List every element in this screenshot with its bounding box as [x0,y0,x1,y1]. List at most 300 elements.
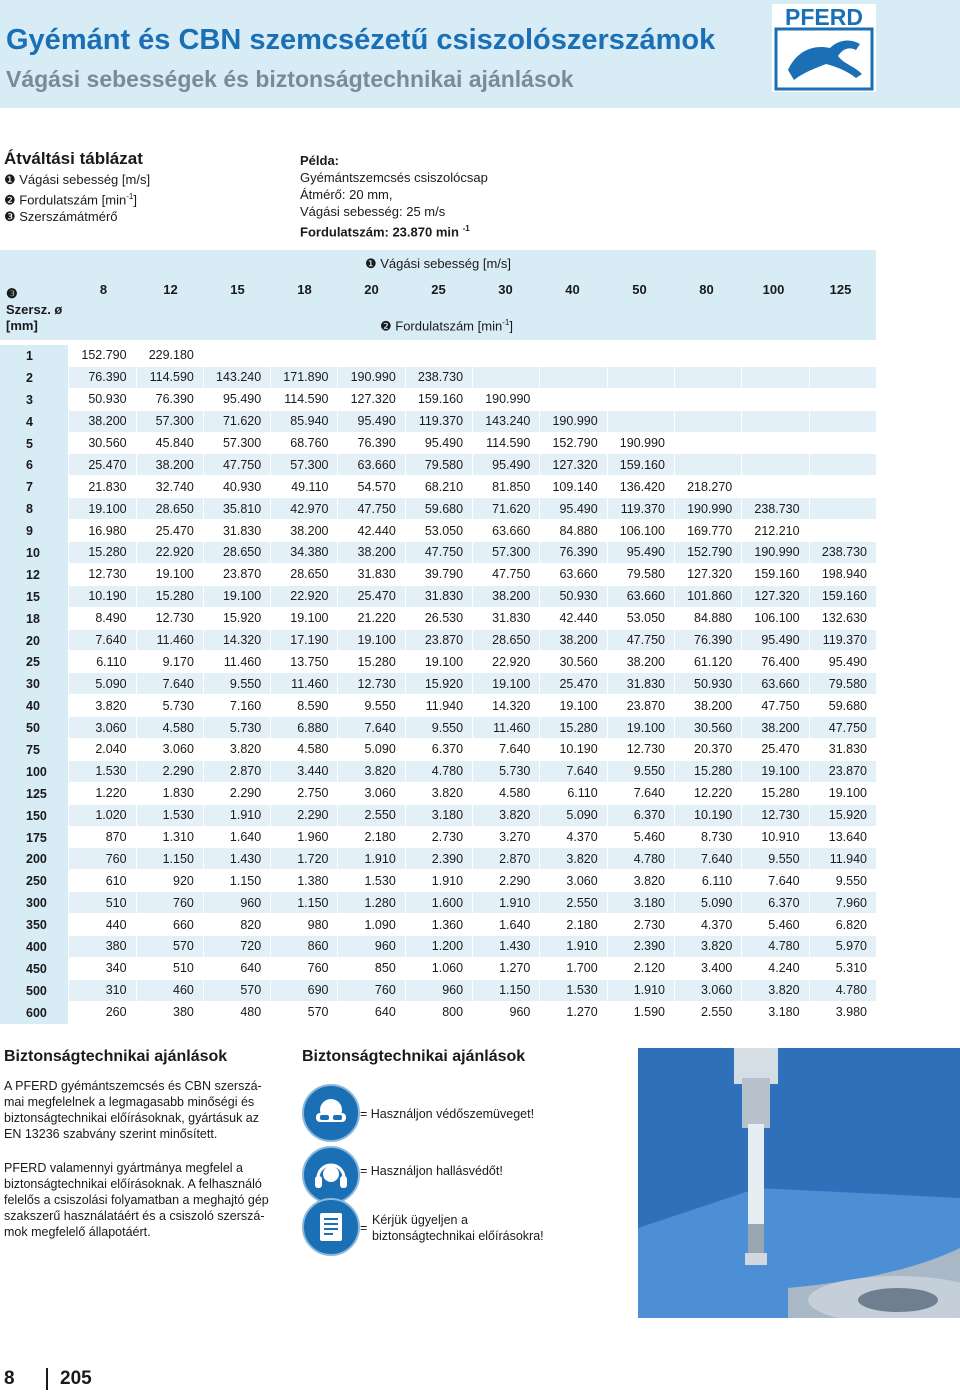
speed-column-header: 100 [762,282,785,297]
rpm-cell: 152.790 [674,542,741,564]
table-row [0,389,876,411]
rpm-cell: 920 [136,870,203,892]
rpm-cell: 30.560 [68,433,135,455]
rpm-cell: 38.200 [539,630,606,652]
conversion-legend [4,150,150,225]
rpm-cell: 13.640 [809,827,876,849]
table-row [0,980,876,1002]
speed-column-header: 8 [99,282,108,297]
rpm-cell: 95.490 [809,651,876,673]
rpm-cell: 2.730 [607,914,674,936]
rpm-cell: 4.780 [809,980,876,1002]
rpm-cell: 3.060 [68,717,135,739]
rpm-cell: 57.300 [136,411,203,433]
rpm-cell: 7.640 [607,783,674,805]
rpm-cell: 19.100 [136,564,203,586]
rpm-cell: 310 [68,980,135,1002]
rpm-cell: 63.660 [337,454,404,476]
rpm-cell: 152.790 [539,433,606,455]
rpm-cell: 1.530 [68,761,135,783]
rpm-cell: 960 [203,892,270,914]
rpm-cell: 1.530 [539,980,606,1002]
rpm-cell: 190.990 [674,498,741,520]
speed-axis-label: ❶ Vágási sebesség [m/s] [364,256,512,271]
safety-heading-left: Biztonságtechnikai ajánlások [4,1048,228,1065]
rpm-cell: 9.550 [809,870,876,892]
rpm-cell: 6.110 [68,651,135,673]
goggles-icon [302,1084,360,1142]
rpm-cell [741,411,808,433]
diameter-cell: 150 [0,805,68,827]
rpm-cell [607,411,674,433]
rpm-cell: 84.880 [539,520,606,542]
rpm-cell: 1.220 [68,783,135,805]
diameter-cell: 20 [0,630,68,652]
table-row [0,936,876,958]
rpm-cell: 6.370 [607,805,674,827]
rpm-cell: 159.160 [405,389,472,411]
rpm-cell [270,345,337,367]
rpm-cell: 28.650 [472,630,539,652]
rpm-cell: 95.490 [472,454,539,476]
diameter-cell: 125 [0,783,68,805]
rpm-cell: 15.280 [136,586,203,608]
rpm-cell: 2.550 [337,805,404,827]
diameter-cell: 4 [0,411,68,433]
page-subtitle: Vágási sebességek és biztonságtechnikai ajánlások [6,66,574,92]
table-row [0,783,876,805]
diameter-cell: 250 [0,870,68,892]
rpm-cell: 9.550 [203,673,270,695]
rpm-cell: 2.730 [405,827,472,849]
rpm-cell: 3.820 [741,980,808,1002]
rpm-cell: 76.390 [68,367,135,389]
rpm-cell: 7.160 [203,695,270,717]
rpm-cell: 38.200 [136,454,203,476]
rpm-cell [809,389,876,411]
rpm-cell: 119.370 [607,498,674,520]
table-row [0,892,876,914]
rpm-cell: 42.440 [539,608,606,630]
rpm-cell: 6.370 [741,892,808,914]
rpm-cell: 7.640 [472,739,539,761]
rpm-cell: 106.100 [607,520,674,542]
page-title: Gyémánt és CBN szemcsézetű csiszolószerszámok [6,24,716,56]
rpm-cell: 47.750 [405,542,472,564]
rpm-cell: 5.460 [607,827,674,849]
rpm-cell: 61.120 [674,651,741,673]
diameter-cell: 100 [0,761,68,783]
rpm-cell: 19.100 [741,761,808,783]
rpm-cell: 53.050 [607,608,674,630]
rpm-cell: 23.870 [809,761,876,783]
rpm-cell: 22.920 [136,542,203,564]
rpm-cell: 850 [337,958,404,980]
example-line: Átmérő: 20 mm, [300,187,393,202]
rpm-cell: 119.370 [405,411,472,433]
manual-equals: = [360,1221,368,1235]
rpm-cell: 4.240 [741,958,808,980]
rpm-cell: 760 [337,980,404,1002]
example-line: Vágási sebesség: 25 m/s [300,204,446,219]
rpm-cell: 8.590 [270,695,337,717]
rpm-cell: 85.940 [270,411,337,433]
diameter-cell: 12 [0,564,68,586]
table-row [0,630,876,652]
diameter-cell: 3 [0,389,68,411]
rpm-cell: 5.730 [472,761,539,783]
rpm-cell: 7.640 [68,630,135,652]
rpm-cell: 114.590 [136,367,203,389]
rpm-cell: 460 [136,980,203,1002]
speed-column-header: 25 [431,282,446,297]
table-row [0,739,876,761]
rpm-cell: 1.150 [472,980,539,1002]
rpm-cell [809,476,876,498]
rpm-cell: 3.820 [607,870,674,892]
rpm-cell: 1.830 [136,783,203,805]
svg-text:PFERD: PFERD [785,4,863,30]
diameter-cell: 1 [0,345,68,367]
rpm-cell: 1.150 [136,848,203,870]
rpm-cell: 81.850 [472,476,539,498]
rpm-cell: 7.960 [809,892,876,914]
rpm-cell: 1.530 [337,870,404,892]
rpm-cell: 76.390 [136,389,203,411]
rpm-cell: 15.920 [809,805,876,827]
rpm-cell: 870 [68,827,135,849]
rpm-cell: 71.620 [472,498,539,520]
rpm-cell: 960 [472,1002,539,1024]
rpm-cell: 1.200 [405,936,472,958]
rpm-cell: 640 [203,958,270,980]
rpm-cell: 38.200 [741,717,808,739]
speed-column-header: 30 [498,282,513,297]
table-row [0,345,876,367]
rpm-cell: 25.470 [539,673,606,695]
rpm-cell: 95.490 [741,630,808,652]
rpm-cell: 54.570 [337,476,404,498]
rpm-cell: 19.100 [337,630,404,652]
rpm-cell: 8.730 [674,827,741,849]
rpm-cell: 760 [136,892,203,914]
goggles-text: = Használjon védőszemüveget! [360,1107,535,1121]
rpm-cell: 38.200 [472,586,539,608]
rpm-cell: 42.970 [270,498,337,520]
rpm-cell: 119.370 [809,630,876,652]
rpm-cell: 79.580 [607,564,674,586]
rpm-cell: 31.830 [203,520,270,542]
rpm-cell: 28.650 [136,498,203,520]
table-row [0,761,876,783]
rpm-cell: 11.460 [203,651,270,673]
table-row [0,673,876,695]
table-row [0,717,876,739]
example-box [300,152,488,240]
rpm-cell [607,345,674,367]
rpm-cell: 5.460 [741,914,808,936]
rpm-cell: 25.470 [136,520,203,542]
rpm-cell: 63.660 [539,564,606,586]
rpm-cell: 171.890 [270,367,337,389]
rpm-cell: 7.640 [136,673,203,695]
rpm-cell: 76.390 [674,630,741,652]
rpm-cell: 32.740 [136,476,203,498]
legend-speed: ❶ Vágási sebesség [m/s] [4,172,151,187]
rpm-cell: 4.370 [539,827,606,849]
rpm-cell: 11.460 [472,717,539,739]
rpm-cell: 1.640 [472,914,539,936]
rpm-cell: 143.240 [203,367,270,389]
rpm-cell: 7.640 [539,761,606,783]
rpm-cell: 47.750 [741,695,808,717]
rpm-cell: 7.640 [674,848,741,870]
rpm-cell: 3.820 [674,936,741,958]
rpm-cell [405,345,472,367]
rpm-cell: 5.730 [203,717,270,739]
rpm-cell: 238.730 [809,542,876,564]
rpm-cell: 38.200 [68,411,135,433]
speed-column-header: 12 [163,282,178,297]
diameter-cell: 30 [0,673,68,695]
diameter-cell: 15 [0,586,68,608]
rpm-cell: 218.270 [674,476,741,498]
rpm-cell: 127.320 [674,564,741,586]
rpm-cell [809,433,876,455]
rpm-cell: 4.580 [472,783,539,805]
rpm-cell: 2.290 [203,783,270,805]
rpm-cell: 570 [270,1002,337,1024]
example-label: Példa: [300,153,340,168]
rpm-cell: 12.730 [136,608,203,630]
speed-column-header: 15 [230,282,245,297]
rpm-cell: 5.090 [337,739,404,761]
rpm-cell: 57.300 [270,454,337,476]
speed-column-header: 50 [632,282,647,297]
rpm-cell: 1.960 [270,827,337,849]
rpm-cell: 6.110 [539,783,606,805]
rpm-cell: 5.310 [809,958,876,980]
rpm-cell: 95.490 [539,498,606,520]
rpm-cell: 31.830 [607,673,674,695]
rpm-cell: 212.210 [741,520,808,542]
rpm-cell: 3.180 [607,892,674,914]
rpm-cell: 50.930 [674,673,741,695]
rpm-cell: 1.640 [203,827,270,849]
rpm-cell: 570 [203,980,270,1002]
rpm-cell: 109.140 [539,476,606,498]
rpm-cell: 21.220 [337,608,404,630]
rpm-cell: 4.580 [136,717,203,739]
speed-column-header: 20 [364,282,379,297]
rpm-cell: 3.440 [270,761,337,783]
example-line: Gyémántszemcsés csiszolócsap [300,170,488,185]
rpm-cell: 12.730 [337,673,404,695]
rpm-cell: 640 [337,1002,404,1024]
legend-diameter: ❸ Szerszámátmérő [4,209,118,225]
rpm-cell: 127.320 [741,586,808,608]
rpm-cell [674,411,741,433]
rpm-cell: 6.820 [809,914,876,936]
ear-protection-icon [302,1146,360,1204]
rpm-cell [741,454,808,476]
rpm-cell [539,367,606,389]
rpm-cell: 9.550 [607,761,674,783]
rpm-cell: 4.780 [607,848,674,870]
rpm-cell: 480 [203,1002,270,1024]
rpm-cell: 15.280 [674,761,741,783]
diameter-cell: 8 [0,498,68,520]
rpm-cell: 1.700 [539,958,606,980]
rpm-cell: 1.910 [203,805,270,827]
rpm-cell: 2.550 [674,1002,741,1024]
rpm-cell: 23.870 [203,564,270,586]
rpm-cell [741,345,808,367]
rpm-cell [741,367,808,389]
rpm-cell: 28.650 [203,542,270,564]
rpm-cell: 2.040 [68,739,135,761]
rpm-cell: 68.210 [405,476,472,498]
rpm-cell: 47.750 [203,454,270,476]
rpm-cell: 59.680 [405,498,472,520]
table-row [0,695,876,717]
diameter-cell: 2 [0,367,68,389]
rpm-cell: 229.180 [136,345,203,367]
rpm-cell: 19.100 [809,783,876,805]
rpm-cell: 38.200 [337,542,404,564]
rpm-cell: 132.630 [809,608,876,630]
table-row [0,564,876,586]
rpm-cell: 30.560 [674,717,741,739]
conversion-heading: Átváltási táblázat [4,149,143,168]
rpm-cell: 3.060 [539,870,606,892]
rpm-cell [607,389,674,411]
rpm-cell: 2.390 [405,848,472,870]
rpm-cell: 238.730 [741,498,808,520]
rpm-cell: 1.380 [270,870,337,892]
diameter-cell: 18 [0,608,68,630]
rpm-cell: 9.550 [337,695,404,717]
rpm-cell: 95.490 [607,542,674,564]
rpm-cell: 101.860 [674,586,741,608]
speed-column-header: 80 [699,282,714,297]
diameter-cell: 40 [0,695,68,717]
rpm-cell: 440 [68,914,135,936]
rpm-cell: 14.320 [203,630,270,652]
rpm-cell: 57.300 [203,433,270,455]
rpm-cell: 47.750 [607,630,674,652]
rpm-cell: 19.100 [270,608,337,630]
rpm-cell: 2.870 [472,848,539,870]
rpm-cell: 960 [337,936,404,958]
rpm-cell: 11.460 [270,673,337,695]
rpm-cell: 68.760 [270,433,337,455]
rpm-cell: 660 [136,914,203,936]
page-number-left: 8 [4,1368,15,1389]
rpm-cell: 1.020 [68,805,135,827]
rpm-cell: 95.490 [405,433,472,455]
table-row [0,433,876,455]
example-line: Fordulatszám: 23.870 min $^{-1}$ [300,224,470,240]
rpm-cell [809,498,876,520]
rpm-cell: 5.090 [674,892,741,914]
rpm-cell: 2.290 [270,805,337,827]
safety-paragraph-2: PFERD valamennyi gyártmánya megfelel a biztonságtechnikai előírásoknak. A felhasználó felelős a csiszolási folyamatban a meghajtó gép szakszerű használatáért és a csiszoló szerszá- mok megfelelő állapotáért. [4,1161,269,1239]
rpm-cell: 190.990 [472,389,539,411]
rpm-cell: 3.980 [809,1002,876,1024]
rpm-cell: 1.720 [270,848,337,870]
rpm-cell: 980 [270,914,337,936]
rpm-cell: 380 [68,936,135,958]
rpm-cell: 25.470 [68,454,135,476]
manual-text: Kérjük ügyeljen a biztonságtechnikai előírásokra! [372,1213,544,1243]
rpm-cell: 1.590 [607,1002,674,1024]
rpm-cell: 95.490 [203,389,270,411]
table-row [0,1002,876,1024]
rpm-cell: 152.790 [68,345,135,367]
rpm-cell: 3.060 [337,783,404,805]
table-row [0,870,876,892]
rpm-cell: 40.930 [203,476,270,498]
rpm-cell: 7.640 [337,717,404,739]
rpm-cell [539,389,606,411]
rpm-cell: 169.770 [674,520,741,542]
rpm-cell: 1.150 [270,892,337,914]
rpm-cell [741,476,808,498]
rpm-cell: 3.060 [674,980,741,1002]
speed-column-header: 125 [829,282,852,297]
rpm-cell: 16.980 [68,520,135,542]
rpm-cell: 25.470 [337,586,404,608]
rpm-cell: 510 [136,958,203,980]
rpm-cell [674,389,741,411]
rpm-cell [607,367,674,389]
rpm-cell: 190.990 [337,367,404,389]
rpm-cell: 720 [203,936,270,958]
manual-icon [302,1198,360,1256]
rpm-cell: 143.240 [472,411,539,433]
diameter-cell: 300 [0,892,68,914]
rpm-cell: 15.280 [68,542,135,564]
rpm-cell: 15.920 [405,673,472,695]
rpm-cell: 31.830 [337,564,404,586]
rpm-cell: 38.200 [674,695,741,717]
rpm-cell [809,345,876,367]
rpm-cell: 13.750 [270,651,337,673]
rpm-cell: 1.910 [337,848,404,870]
ear-protection-text: = Használjon hallásvédőt! [360,1164,503,1178]
rpm-cell: 15.280 [741,783,808,805]
rpm-cell: 1.910 [539,936,606,958]
rpm-cell [809,520,876,542]
rpm-cell [539,345,606,367]
table-row [0,805,876,827]
rpm-cell: 3.060 [136,739,203,761]
rpm-cell: 136.420 [607,476,674,498]
rpm-cell: 12.730 [741,805,808,827]
page-number-right: 205 [60,1368,92,1389]
table-row [0,520,876,542]
rpm-cell: 34.380 [270,542,337,564]
rpm-cell: 4.370 [674,914,741,936]
rpm-cell: 190.990 [539,411,606,433]
rpm-cell: 19.100 [472,673,539,695]
rpm-cell: 39.790 [405,564,472,586]
rpm-cell: 127.320 [337,389,404,411]
table-row [0,542,876,564]
rpm-cell: 860 [270,936,337,958]
rpm-cell: 4.780 [741,936,808,958]
